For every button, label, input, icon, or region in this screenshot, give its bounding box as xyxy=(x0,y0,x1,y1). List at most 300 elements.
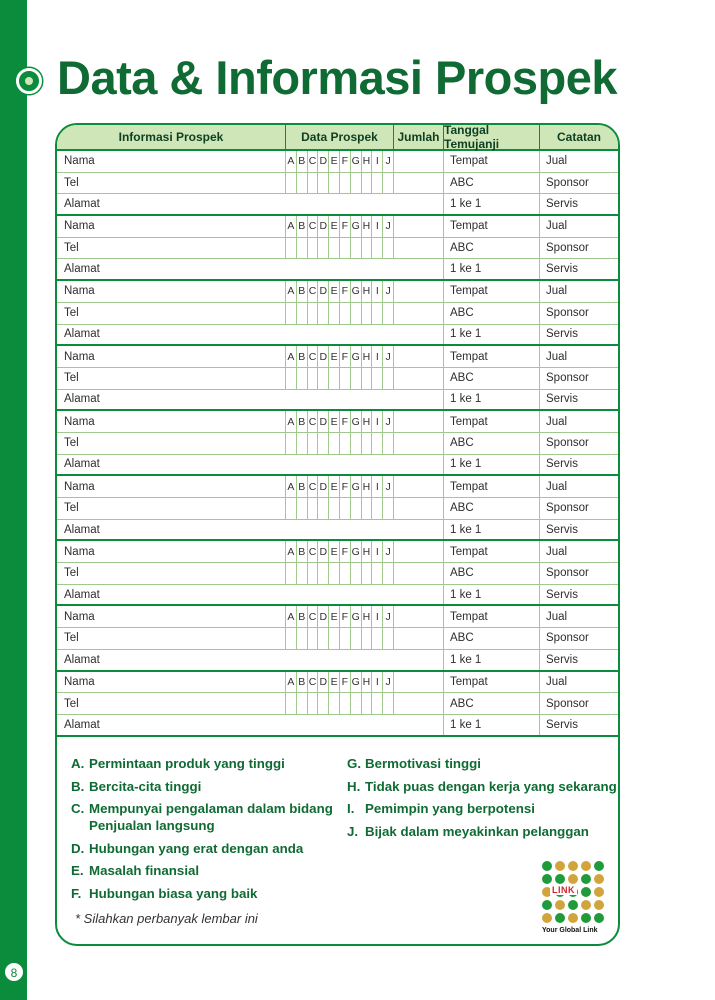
letter-box[interactable]: G xyxy=(350,541,361,562)
blank-box[interactable] xyxy=(328,433,339,454)
tel-field: Tel xyxy=(57,498,286,519)
letter-box[interactable]: A xyxy=(287,220,295,233)
blank-box[interactable] xyxy=(382,498,393,519)
logo-dot xyxy=(581,861,591,871)
blank-box[interactable] xyxy=(317,173,328,194)
tel-field: Tel xyxy=(57,563,286,584)
letter-box[interactable]: G xyxy=(350,151,361,172)
blank-box[interactable] xyxy=(296,238,307,259)
letter-box[interactable]: J xyxy=(382,672,393,693)
blank-box[interactable] xyxy=(296,628,307,649)
servis-label: Servis xyxy=(546,458,578,471)
blank-box[interactable] xyxy=(328,628,339,649)
table-row xyxy=(57,693,618,715)
blank-box[interactable] xyxy=(328,498,339,519)
letter-box[interactable]: H xyxy=(361,281,372,302)
blank-box[interactable] xyxy=(286,563,296,584)
blank-box[interactable] xyxy=(317,498,328,519)
abc-label: ABC xyxy=(444,563,540,584)
blank-box[interactable] xyxy=(371,238,382,259)
blank-box[interactable] xyxy=(317,563,328,584)
tempat-label: Tempat xyxy=(444,346,540,367)
letter-box[interactable]: D xyxy=(317,411,328,432)
data-prospek-letters xyxy=(286,346,394,367)
jumlah-field xyxy=(394,411,444,432)
sponsor-label: Sponsor xyxy=(546,632,589,645)
data-prospek-letters xyxy=(286,606,394,627)
blank-box[interactable] xyxy=(296,303,307,324)
blank-box[interactable] xyxy=(350,433,361,454)
letter-box[interactable]: E xyxy=(328,672,339,693)
letter-box[interactable]: H xyxy=(361,216,372,237)
letter-box[interactable]: J xyxy=(382,216,393,237)
logo-dot xyxy=(542,900,552,910)
letter-box[interactable]: B xyxy=(296,151,307,172)
letter-box[interactable]: C xyxy=(307,606,318,627)
table-row xyxy=(57,194,618,216)
tel-field: Tel xyxy=(57,433,286,454)
tel-field: Tel xyxy=(57,238,286,259)
blank-box[interactable] xyxy=(339,693,350,714)
blank-box[interactable] xyxy=(339,173,350,194)
letter-box[interactable]: E xyxy=(328,346,339,367)
blank-box[interactable] xyxy=(361,173,372,194)
servis-label: Servis xyxy=(546,653,578,666)
letter-box[interactable]: E xyxy=(328,541,339,562)
tempat-label: Tempat xyxy=(444,476,540,497)
letter-box[interactable]: B xyxy=(296,411,307,432)
logo-dot xyxy=(581,874,591,884)
jumlah-blank xyxy=(394,563,444,584)
blank-box[interactable] xyxy=(317,628,328,649)
letter-box[interactable]: F xyxy=(339,411,350,432)
jumlah-field xyxy=(394,346,444,367)
page-number: 8 xyxy=(4,962,24,982)
nama-field: Nama xyxy=(57,346,286,367)
blank-box[interactable] xyxy=(371,628,382,649)
letter-box[interactable]: J xyxy=(382,541,393,562)
letter-box[interactable]: H xyxy=(361,411,372,432)
blank-box[interactable] xyxy=(328,238,339,259)
letter-box[interactable]: E xyxy=(328,281,339,302)
letter-box[interactable]: J xyxy=(382,411,393,432)
blank-box[interactable] xyxy=(382,628,393,649)
data-prospek-blanks xyxy=(286,693,394,714)
letter-box[interactable]: H xyxy=(361,541,372,562)
jumlah-field xyxy=(394,216,444,237)
logo-dot xyxy=(568,900,578,910)
blank-box[interactable] xyxy=(339,433,350,454)
letter-box[interactable]: F xyxy=(339,606,350,627)
letter-box[interactable]: H xyxy=(361,672,372,693)
data-prospek-blanks xyxy=(286,238,394,259)
abc-label: ABC xyxy=(444,628,540,649)
table-row xyxy=(57,368,618,390)
ke-label: 1 ke 1 xyxy=(444,715,540,735)
blank-box[interactable] xyxy=(371,303,382,324)
letter-box[interactable]: E xyxy=(328,606,339,627)
letter-box[interactable]: D xyxy=(317,476,328,497)
servis-label: Servis xyxy=(546,263,578,276)
blank-box[interactable] xyxy=(296,693,307,714)
prospect-card xyxy=(55,123,620,946)
data-prospek-letters xyxy=(286,216,394,237)
tel-field: Tel xyxy=(57,173,286,194)
blank-box[interactable] xyxy=(286,368,296,389)
letter-box[interactable]: C xyxy=(307,216,318,237)
ke-label: 1 ke 1 xyxy=(444,650,540,670)
nama-field: Nama xyxy=(57,216,286,237)
blank-box[interactable] xyxy=(328,303,339,324)
jual-label: Jual xyxy=(546,220,568,233)
jumlah-blank xyxy=(394,238,444,259)
blank-box[interactable] xyxy=(339,303,350,324)
table-row xyxy=(57,216,618,238)
blank-box[interactable] xyxy=(350,303,361,324)
logo-dot xyxy=(555,913,565,923)
blank-box[interactable] xyxy=(382,693,393,714)
tempat-label: Tempat xyxy=(444,541,540,562)
blank-box[interactable] xyxy=(317,368,328,389)
logo-dot xyxy=(594,913,604,923)
blank-box[interactable] xyxy=(361,303,372,324)
blank-box[interactable] xyxy=(296,563,307,584)
side-strip xyxy=(0,0,27,1000)
logo-dots xyxy=(542,861,604,923)
header-catatan: Catatan xyxy=(556,130,601,144)
abc-label: ABC xyxy=(444,368,540,389)
letter-box[interactable]: I xyxy=(371,541,382,562)
blank-box[interactable] xyxy=(361,628,372,649)
letter-box[interactable]: J xyxy=(382,281,393,302)
legend-right xyxy=(347,755,617,845)
data-prospek-letters xyxy=(286,541,394,562)
letter-box[interactable]: I xyxy=(371,411,382,432)
blank-box[interactable] xyxy=(371,563,382,584)
letter-box[interactable]: G xyxy=(350,281,361,302)
blank-box[interactable] xyxy=(361,498,372,519)
letter-box[interactable]: I xyxy=(371,346,382,367)
blank-box[interactable] xyxy=(371,498,382,519)
letter-box[interactable]: C xyxy=(307,411,318,432)
blank-box[interactable] xyxy=(361,368,372,389)
link-logo xyxy=(542,861,604,934)
blank-box[interactable] xyxy=(382,303,393,324)
abc-label: ABC xyxy=(444,693,540,714)
blank-box[interactable] xyxy=(339,563,350,584)
footnote: * Silahkan perbanyak lembar ini xyxy=(75,911,258,926)
blank-box[interactable] xyxy=(307,238,318,259)
letter-box[interactable]: J xyxy=(382,346,393,367)
letter-box[interactable]: I xyxy=(371,281,382,302)
blank-box[interactable] xyxy=(339,628,350,649)
jumlah-blank xyxy=(394,303,444,324)
tel-field: Tel xyxy=(57,693,286,714)
tel-field: Tel xyxy=(57,303,286,324)
logo-word: LINK xyxy=(552,885,575,895)
letter-box[interactable]: A xyxy=(287,480,295,493)
nama-field: Nama xyxy=(57,411,286,432)
letter-box[interactable]: G xyxy=(350,606,361,627)
sponsor-label: Sponsor xyxy=(546,177,589,190)
blank-box[interactable] xyxy=(382,563,393,584)
logo-dot xyxy=(581,900,591,910)
legend-item: A. Permintaan produk yang tinggi xyxy=(71,756,285,771)
table-row xyxy=(57,455,618,477)
ke-label: 1 ke 1 xyxy=(444,325,540,345)
logo-dot xyxy=(594,887,604,897)
table-row xyxy=(57,628,618,650)
letter-box[interactable]: F xyxy=(339,346,350,367)
letter-box[interactable]: F xyxy=(339,216,350,237)
letter-box[interactable]: G xyxy=(350,476,361,497)
blank-box[interactable] xyxy=(307,563,318,584)
blank-box[interactable] xyxy=(296,368,307,389)
letter-box[interactable]: G xyxy=(350,216,361,237)
table-body xyxy=(57,151,618,737)
letter-box[interactable]: A xyxy=(287,610,295,623)
letter-box[interactable]: I xyxy=(371,216,382,237)
blank-box[interactable] xyxy=(286,693,296,714)
letter-box[interactable]: B xyxy=(296,476,307,497)
tempat-label: Tempat xyxy=(444,281,540,302)
letter-box[interactable]: H xyxy=(361,476,372,497)
servis-label: Servis xyxy=(546,393,578,406)
abc-label: ABC xyxy=(444,238,540,259)
jual-label: Jual xyxy=(546,285,568,298)
letter-box[interactable]: H xyxy=(361,151,372,172)
legend-item: F. Hubungan biasa yang baik xyxy=(71,885,258,901)
blank-box[interactable] xyxy=(361,563,372,584)
blank-box[interactable] xyxy=(286,173,296,194)
alamat-field: Alamat xyxy=(57,520,444,540)
blank-box[interactable] xyxy=(307,303,318,324)
letter-box[interactable]: H xyxy=(361,346,372,367)
blank-box[interactable] xyxy=(317,693,328,714)
table-row xyxy=(57,173,618,195)
alamat-field: Alamat xyxy=(57,325,444,345)
letter-box[interactable]: F xyxy=(339,476,350,497)
sponsor-label: Sponsor xyxy=(546,372,589,385)
blank-box[interactable] xyxy=(382,173,393,194)
blank-box[interactable] xyxy=(361,238,372,259)
tempat-label: Tempat xyxy=(444,606,540,627)
nama-field: Nama xyxy=(57,541,286,562)
letter-box[interactable]: A xyxy=(287,285,295,298)
blank-box[interactable] xyxy=(317,303,328,324)
legend-left xyxy=(71,755,341,907)
letter-box[interactable]: C xyxy=(307,151,318,172)
letter-box[interactable]: D xyxy=(317,346,328,367)
tempat-label: Tempat xyxy=(444,216,540,237)
jumlah-field xyxy=(394,672,444,693)
letter-box[interactable]: D xyxy=(317,672,328,693)
letter-box[interactable]: B xyxy=(296,281,307,302)
letter-box[interactable]: I xyxy=(371,672,382,693)
logo-dot xyxy=(542,861,552,871)
sponsor-label: Sponsor xyxy=(546,502,589,515)
data-prospek-letters xyxy=(286,281,394,302)
letter-box[interactable]: A xyxy=(287,415,295,428)
letter-box[interactable]: C xyxy=(307,346,318,367)
letter-box[interactable]: I xyxy=(371,151,382,172)
blank-box[interactable] xyxy=(382,368,393,389)
blank-box[interactable] xyxy=(286,238,296,259)
letter-box[interactable]: B xyxy=(296,216,307,237)
letter-box[interactable]: H xyxy=(361,606,372,627)
table-row xyxy=(57,411,618,433)
logo-dot xyxy=(542,913,552,923)
nama-field: Nama xyxy=(57,672,286,693)
tel-field: Tel xyxy=(57,628,286,649)
logo-tagline: Your Global Link xyxy=(542,927,598,934)
blank-box[interactable] xyxy=(361,693,372,714)
blank-box[interactable] xyxy=(328,693,339,714)
data-prospek-letters xyxy=(286,411,394,432)
alamat-field: Alamat xyxy=(57,650,444,670)
blank-box[interactable] xyxy=(307,173,318,194)
nama-field: Nama xyxy=(57,151,286,172)
ke-label: 1 ke 1 xyxy=(444,259,540,279)
header-tanggal-temujanji: Tanggal Temujanji xyxy=(444,125,540,149)
blank-box[interactable] xyxy=(339,368,350,389)
blank-box[interactable] xyxy=(286,433,296,454)
alamat-field: Alamat xyxy=(57,715,444,735)
jual-label: Jual xyxy=(546,350,568,363)
logo-dot xyxy=(555,900,565,910)
letter-box[interactable]: D xyxy=(317,281,328,302)
blank-box[interactable] xyxy=(350,563,361,584)
letter-box[interactable]: E xyxy=(328,216,339,237)
blank-box[interactable] xyxy=(382,433,393,454)
letter-box[interactable]: A xyxy=(287,545,295,558)
data-prospek-blanks xyxy=(286,433,394,454)
blank-box[interactable] xyxy=(328,368,339,389)
letter-box[interactable]: F xyxy=(339,281,350,302)
blank-box[interactable] xyxy=(328,173,339,194)
letter-box[interactable]: A xyxy=(287,350,295,363)
blank-box[interactable] xyxy=(350,498,361,519)
blank-box[interactable] xyxy=(296,433,307,454)
legend-item: B. Bercita-cita tinggi xyxy=(71,778,202,794)
data-prospek-blanks xyxy=(286,563,394,584)
blank-box[interactable] xyxy=(339,498,350,519)
logo-dot xyxy=(568,861,578,871)
data-prospek-blanks xyxy=(286,303,394,324)
blank-box[interactable] xyxy=(317,238,328,259)
blank-box[interactable] xyxy=(307,498,318,519)
jumlah-field xyxy=(394,476,444,497)
table-row xyxy=(57,715,618,737)
alamat-field: Alamat xyxy=(57,390,444,410)
letter-box[interactable]: G xyxy=(350,672,361,693)
blank-box[interactable] xyxy=(350,693,361,714)
letter-box[interactable]: E xyxy=(328,151,339,172)
blank-box[interactable] xyxy=(350,368,361,389)
jumlah-blank xyxy=(394,433,444,454)
blank-box[interactable] xyxy=(286,628,296,649)
letter-box[interactable]: B xyxy=(296,346,307,367)
blank-box[interactable] xyxy=(382,238,393,259)
letter-box[interactable]: B xyxy=(296,541,307,562)
letter-box[interactable]: B xyxy=(296,606,307,627)
blank-box[interactable] xyxy=(307,368,318,389)
legend-item: G. Bermotivasi tinggi xyxy=(347,756,481,771)
sponsor-label: Sponsor xyxy=(546,307,589,320)
blank-box[interactable] xyxy=(286,303,296,324)
letter-box[interactable]: D xyxy=(317,151,328,172)
letter-box[interactable]: I xyxy=(371,476,382,497)
ke-label: 1 ke 1 xyxy=(444,585,540,605)
blank-box[interactable] xyxy=(307,693,318,714)
letter-box[interactable]: I xyxy=(371,606,382,627)
letter-box[interactable]: F xyxy=(339,151,350,172)
blank-box[interactable] xyxy=(339,238,350,259)
blank-box[interactable] xyxy=(371,368,382,389)
nama-field: Nama xyxy=(57,606,286,627)
letter-box[interactable]: D xyxy=(317,606,328,627)
legend-item: I. Pemimpin yang berpotensi xyxy=(347,801,535,816)
letter-box[interactable]: F xyxy=(339,672,350,693)
blank-box[interactable] xyxy=(371,433,382,454)
blank-box[interactable] xyxy=(350,173,361,194)
letter-box[interactable]: J xyxy=(382,476,393,497)
letter-box[interactable]: G xyxy=(350,411,361,432)
blank-box[interactable] xyxy=(317,433,328,454)
logo-dot xyxy=(594,861,604,871)
blank-box[interactable] xyxy=(328,563,339,584)
letter-box[interactable]: G xyxy=(350,346,361,367)
letter-box[interactable]: B xyxy=(296,672,307,693)
blank-box[interactable] xyxy=(350,628,361,649)
logo-dot xyxy=(594,900,604,910)
letter-box[interactable]: A xyxy=(287,155,295,168)
servis-label: Servis xyxy=(546,718,578,731)
ke-label: 1 ke 1 xyxy=(444,455,540,475)
table-row xyxy=(57,390,618,412)
letter-box[interactable]: J xyxy=(382,151,393,172)
logo-dot xyxy=(581,913,591,923)
blank-box[interactable] xyxy=(296,173,307,194)
legend-item: E. Masalah finansial xyxy=(71,863,200,878)
alamat-field: Alamat xyxy=(57,194,444,214)
table-row xyxy=(57,672,618,694)
blank-box[interactable] xyxy=(307,628,318,649)
header-jumlah: Jumlah xyxy=(394,125,444,149)
letter-box[interactable]: C xyxy=(307,672,318,693)
logo-dot xyxy=(555,861,565,871)
logo-dot xyxy=(568,874,578,884)
letter-box[interactable]: C xyxy=(307,281,318,302)
blank-box[interactable] xyxy=(286,498,296,519)
letter-box[interactable]: A xyxy=(287,675,295,688)
letter-box[interactable]: C xyxy=(307,541,318,562)
letter-box[interactable]: F xyxy=(339,541,350,562)
blank-box[interactable] xyxy=(307,433,318,454)
blank-box[interactable] xyxy=(350,238,361,259)
jumlah-blank xyxy=(394,498,444,519)
letter-box[interactable]: E xyxy=(328,411,339,432)
letter-box[interactable]: J xyxy=(382,606,393,627)
letter-box[interactable]: C xyxy=(307,476,318,497)
blank-box[interactable] xyxy=(361,433,372,454)
letter-box[interactable]: E xyxy=(328,476,339,497)
blank-box[interactable] xyxy=(296,498,307,519)
letter-box[interactable]: D xyxy=(317,541,328,562)
blank-box[interactable] xyxy=(371,693,382,714)
letter-box[interactable]: D xyxy=(317,216,328,237)
blank-box[interactable] xyxy=(371,173,382,194)
